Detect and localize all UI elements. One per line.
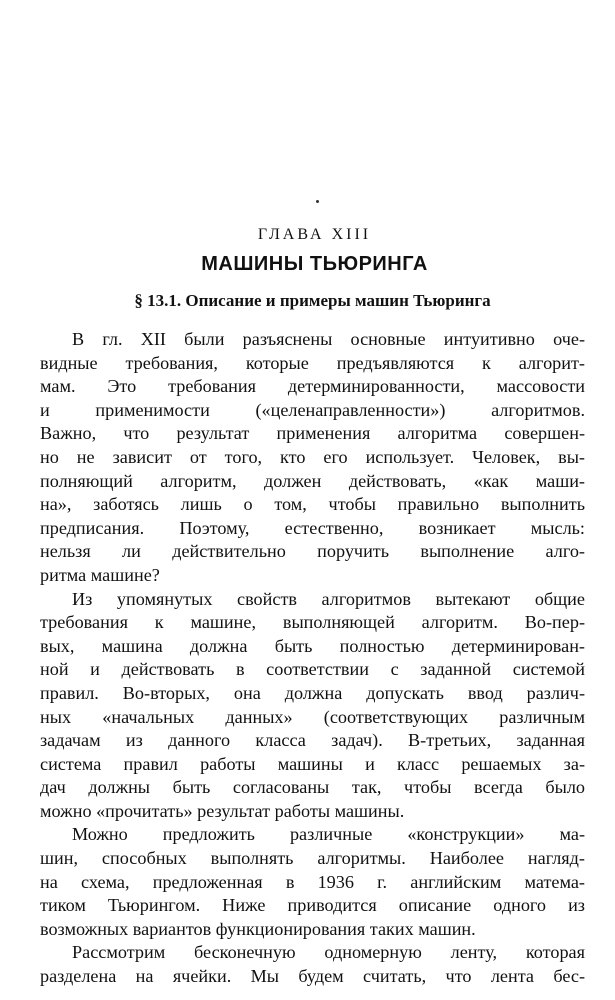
text-line: В гл. XII были разъяснены основные интуитивно оче- [72, 329, 585, 349]
text-line: мам. Это требования детерминированности, массовости [40, 376, 585, 397]
text-line: полняющий алгоритм, должен действовать, «как маши- [40, 470, 585, 491]
text-line: Можно предложить различные «конструкции» ма- [72, 824, 585, 845]
paragraph-4 [40, 941, 585, 988]
text-line: разделена на ячейки. Мы будем считать, что лента бес- [40, 966, 585, 987]
chapter-title: МАШИНЫ ТЬЮРИНГА [201, 253, 428, 275]
text-line: правил. Во-вторых, она должна допускать ввод различ- [40, 682, 585, 703]
text-line: можно «прочитать» результат работы машины. [40, 800, 405, 821]
text-line: но не зависит от того, кто его использует. Человек, вы- [40, 446, 585, 467]
paragraph-3 [40, 823, 585, 941]
paragraph-1 [40, 328, 585, 588]
text-line: дач должны быть согласованы так, чтобы всегда было [40, 777, 585, 798]
text-line: задачам из данного класса задач). В-третьих, заданная [40, 730, 585, 751]
text-line: видные требования, которые предъявляются к алгорит- [40, 352, 585, 373]
text-line: на схема, предложенная в 1936 г. английским матема- [40, 871, 585, 892]
chapter-label: ГЛАВА XIII [257, 226, 372, 243]
text-line: вых, машина должна быть полностью детерминирован- [40, 635, 585, 656]
text-line: и применимости («целенаправленности») алгоритмов. [40, 399, 585, 420]
text-line: нельзя ли действительно поручить выполнение алго- [40, 541, 585, 562]
text-line: ных «начальных данных» (соответствующих различным [40, 706, 585, 727]
section-title: § 13.1. Описание и примеры машин Тьюринга [134, 291, 491, 310]
page-mark [316, 200, 319, 203]
text-line: ной и действовать в соответствии с заданной системой [40, 659, 585, 680]
paragraph-2 [40, 588, 585, 824]
text-line: тиком Тьюрингом. Ниже приводится описание одного из [40, 895, 585, 916]
body-text [40, 328, 585, 989]
text-line: возможных вариантов функционирования таких машин. [40, 918, 476, 939]
text-line: требования к машине, выполняющей алгоритм. Во-пер- [40, 612, 585, 633]
text-line: шин, способных выполнять алгоритмы. Наиболее нагляд- [40, 848, 585, 869]
text-line: на», заботясь лишь о том, чтобы правильно выполнить [40, 494, 585, 515]
text-line: ритма машине? [40, 564, 160, 585]
text-line: предписания. Поэтому, естественно, возникает мысль: [40, 517, 585, 538]
text-line: Из упомянутых свойств алгоритмов вытекают общие [72, 588, 585, 609]
text-line: Рассмотрим бесконечную одномерную ленту, которая [72, 942, 585, 963]
text-line: система правил работы машины и класс решаемых за- [40, 753, 585, 774]
text-line: Важно, что результат применения алгоритма совершен- [40, 423, 585, 444]
